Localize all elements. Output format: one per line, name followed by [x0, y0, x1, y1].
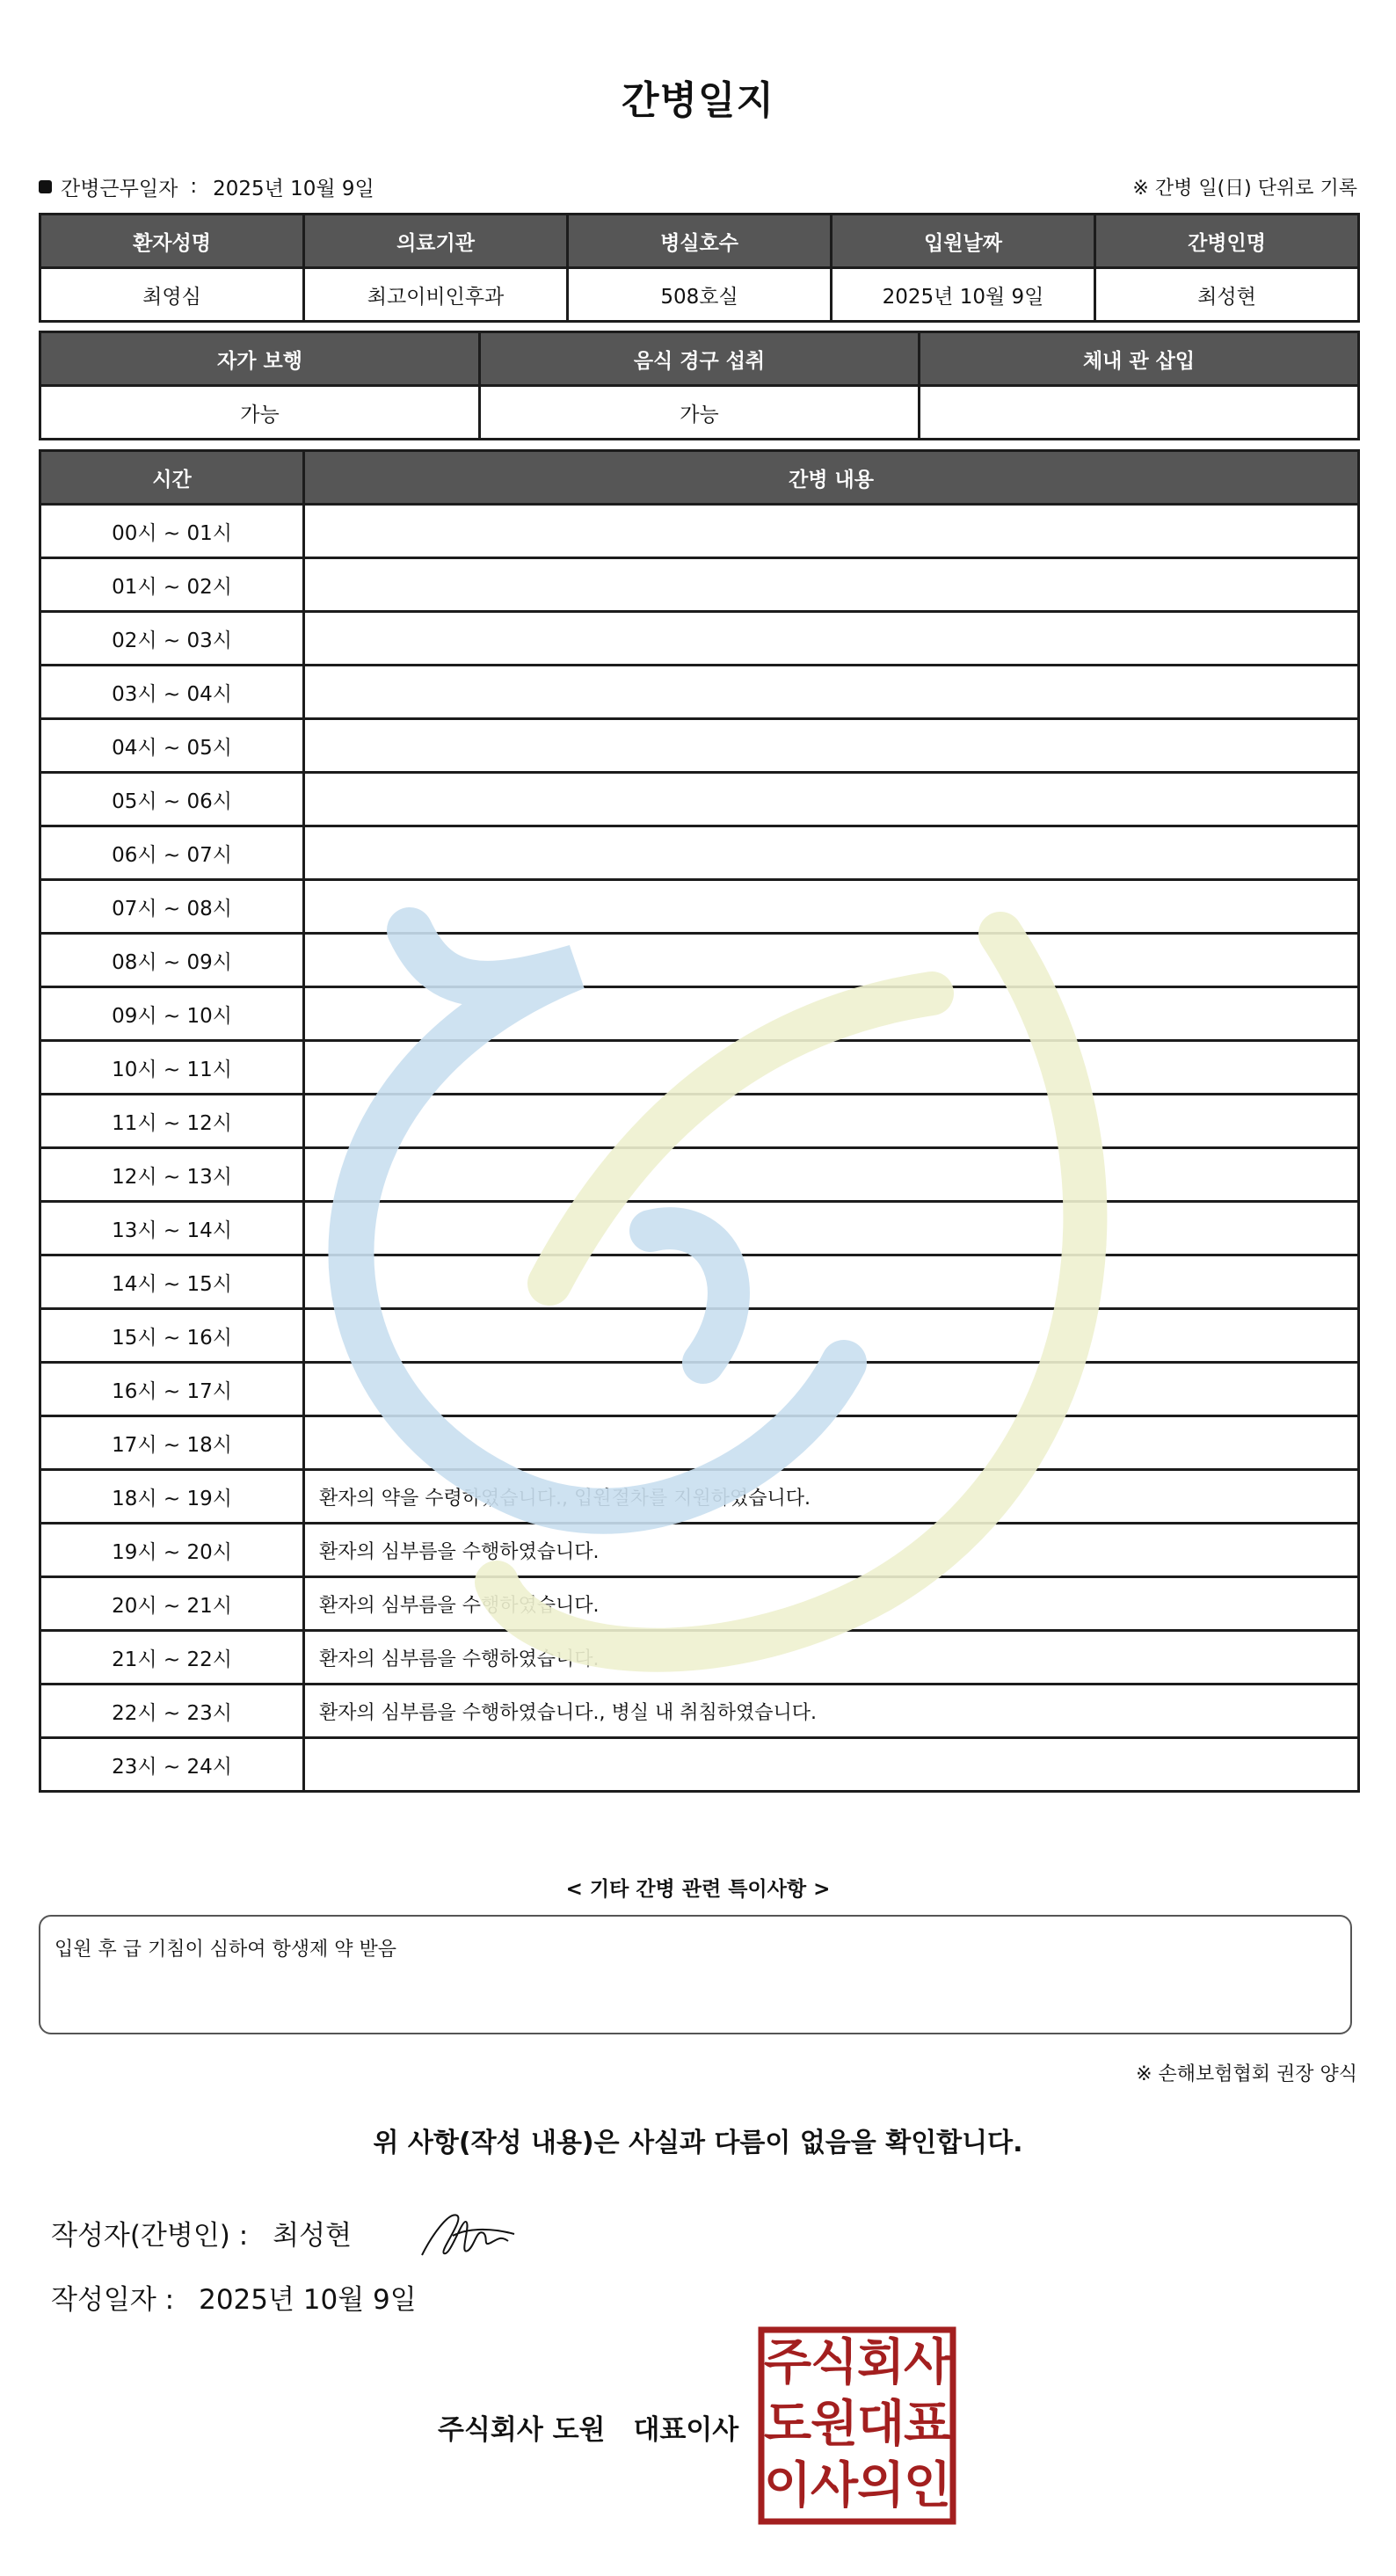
seal-char: 식: [810, 2334, 859, 2391]
care-content-cell: [304, 1255, 1359, 1309]
time-slot-cell: 12시 ~ 13시: [40, 1148, 304, 1202]
care-content-cell: [304, 1416, 1359, 1470]
written-date-label: 작성일자 :: [51, 2284, 175, 2316]
care-content-cell: [304, 666, 1359, 719]
seal-char: 주: [763, 2334, 812, 2391]
patient-info-value-row: [40, 268, 1359, 322]
writer-label: 작성자(간병인) :: [51, 2220, 249, 2252]
confirmation-statement: 위 사항(작성 내용)은 사실과 다름이 없음을 확인합니다.: [373, 2128, 1023, 2158]
header-tube-insertion: 체내 관 삽입: [920, 332, 1359, 386]
care-content-cell: 환자의 약을 수령하였습니다., 입원절차를 지원하였습니다.: [304, 1470, 1359, 1524]
seal-char: 원: [810, 2396, 859, 2453]
care-log-row: [40, 505, 1359, 558]
care-log-row: [40, 987, 1359, 1041]
work-date-separator: :: [190, 175, 198, 198]
time-slot-cell: 18시 ~ 19시: [40, 1470, 304, 1524]
care-content-cell: [304, 558, 1359, 612]
time-slot-cell: 05시 ~ 06시: [40, 773, 304, 826]
written-date-value: 2025년 10월 9일: [199, 2284, 417, 2316]
care-log-header-row: [40, 451, 1359, 505]
company-representative: 대표이사: [633, 2414, 739, 2446]
header-hospital: 의료기관: [304, 215, 568, 268]
seal-char: 표: [903, 2396, 952, 2453]
care-log-row: [40, 773, 1359, 826]
time-slot-cell: 14시 ~ 15시: [40, 1255, 304, 1309]
care-log-body: [40, 505, 1359, 1792]
seal-characters: [764, 2334, 952, 2514]
time-slot-cell: 01시 ~ 02시: [40, 558, 304, 612]
seal-char: 회: [856, 2334, 905, 2391]
care-content-cell: [304, 612, 1359, 666]
seal-char: 사: [810, 2457, 859, 2514]
care-content-cell: 환자의 심부름을 수행하였습니다.: [304, 1631, 1359, 1685]
signature-stroke: [422, 2215, 514, 2255]
company-name: 주식회사 도원: [438, 2414, 606, 2446]
patient-status-value-row: [40, 386, 1359, 440]
care-content-cell: [304, 880, 1359, 934]
time-slot-cell: 03시 ~ 04시: [40, 666, 304, 719]
admission-date-value: 2025년 10월 9일: [832, 268, 1095, 322]
seal-char: 도: [763, 2396, 812, 2453]
written-date-line: [51, 2277, 417, 2317]
care-log-row: [40, 1148, 1359, 1202]
work-date-group: [39, 172, 374, 201]
care-content-cell: [304, 1738, 1359, 1792]
care-log-row: [40, 1202, 1359, 1255]
time-slot-cell: 22시 ~ 23시: [40, 1685, 304, 1738]
tube-insertion-value: [920, 386, 1359, 440]
time-slot-cell: 13시 ~ 14시: [40, 1202, 304, 1255]
care-content-cell: [304, 1363, 1359, 1416]
care-content-cell: 환자의 심부름을 수행하였습니다.: [304, 1524, 1359, 1577]
self-walking-value: 가능: [40, 386, 480, 440]
patient-info-table: [39, 213, 1360, 323]
company-line: [438, 2407, 738, 2447]
hospital-value: 최고이비인후과: [304, 268, 568, 322]
record-unit-note: ※ 간병 일(日) 단위로 기록: [1132, 177, 1357, 200]
header-oral-intake: 음식 경구 섭취: [480, 332, 920, 386]
time-slot-cell: 02시 ~ 03시: [40, 612, 304, 666]
time-slot-cell: 23시 ~ 24시: [40, 1738, 304, 1792]
care-content-cell: [304, 719, 1359, 773]
header-care-content: 간병 내용: [304, 451, 1359, 505]
patient-status-header-row: [40, 332, 1359, 386]
header-time: 시간: [40, 451, 304, 505]
recommended-form-note: ※ 손해보험협회 권장 양식: [1136, 2063, 1357, 2085]
care-log-row: [40, 934, 1359, 987]
care-log-row: [40, 666, 1359, 719]
care-content-cell: [304, 826, 1359, 880]
care-log-table: [39, 449, 1360, 1793]
writer-line: [51, 2213, 352, 2252]
square-bullet-icon: [39, 180, 52, 193]
care-content-cell: [304, 505, 1359, 558]
special-notes-box: [39, 1915, 1352, 2034]
time-slot-cell: 17시 ~ 18시: [40, 1416, 304, 1470]
care-log-row: [40, 1095, 1359, 1148]
care-log-row: [40, 1524, 1359, 1577]
care-content-cell: [304, 1309, 1359, 1363]
time-slot-cell: 15시 ~ 16시: [40, 1309, 304, 1363]
room-number-value: 508호실: [568, 268, 832, 322]
special-notes-title: < 기타 간병 관련 특이사항 >: [565, 1878, 831, 1901]
care-content-cell: [304, 987, 1359, 1041]
time-slot-cell: 06시 ~ 07시: [40, 826, 304, 880]
header-self-walking: 자가 보행: [40, 332, 480, 386]
time-slot-cell: 10시 ~ 11시: [40, 1041, 304, 1095]
care-log-row: [40, 1738, 1359, 1792]
care-log-row: [40, 1470, 1359, 1524]
care-log-row: [40, 826, 1359, 880]
time-slot-cell: 20시 ~ 21시: [40, 1577, 304, 1631]
company-seal-stamp: [758, 2326, 956, 2525]
document-title: 간병일지: [621, 78, 774, 123]
time-slot-cell: 09시 ~ 10시: [40, 987, 304, 1041]
care-log-row: [40, 1363, 1359, 1416]
care-content-cell: [304, 1095, 1359, 1148]
seal-char: 인: [903, 2457, 952, 2514]
care-log-row: [40, 612, 1359, 666]
time-slot-cell: 04시 ~ 05시: [40, 719, 304, 773]
caregiver-name-value: 최성현: [1095, 268, 1359, 322]
time-slot-cell: 00시 ~ 01시: [40, 505, 304, 558]
care-log-row: [40, 1255, 1359, 1309]
patient-name-value: 최영심: [40, 268, 304, 322]
care-content-cell: [304, 1148, 1359, 1202]
care-content-cell: [304, 773, 1359, 826]
care-content-cell: [304, 1202, 1359, 1255]
work-date-label: 간병근무일자: [61, 177, 178, 200]
care-log-row: [40, 1631, 1359, 1685]
seal-char: 의: [856, 2457, 905, 2514]
seal-char: 이: [763, 2457, 812, 2514]
patient-status-table: [39, 331, 1360, 440]
header-room-number: 병실호수: [568, 215, 832, 268]
time-slot-cell: 08시 ~ 09시: [40, 934, 304, 987]
care-log-row: [40, 1309, 1359, 1363]
time-slot-cell: 19시 ~ 20시: [40, 1524, 304, 1577]
signature-icon: [413, 2202, 519, 2264]
care-content-cell: 환자의 심부름을 수행하였습니다.: [304, 1577, 1359, 1631]
time-slot-cell: 16시 ~ 17시: [40, 1363, 304, 1416]
care-log-row: [40, 1577, 1359, 1631]
care-log-row: [40, 1685, 1359, 1738]
time-slot-cell: 11시 ~ 12시: [40, 1095, 304, 1148]
care-log-row: [40, 1416, 1359, 1470]
patient-info-header-row: [40, 215, 1359, 268]
meta-row: [39, 169, 1357, 204]
care-log-row: [40, 558, 1359, 612]
work-date-value: 2025년 10월 9일: [213, 177, 374, 200]
care-log-row: [40, 1041, 1359, 1095]
writer-name: 최성현: [273, 2220, 353, 2252]
special-notes-text: 입원 후 급 기침이 심하여 항생제 약 받음: [55, 1939, 396, 1961]
header-admission-date: 입원날짜: [832, 215, 1095, 268]
time-slot-cell: 21시 ~ 22시: [40, 1631, 304, 1685]
care-content-cell: [304, 1041, 1359, 1095]
care-content-cell: 환자의 심부름을 수행하였습니다., 병실 내 취침하였습니다.: [304, 1685, 1359, 1738]
time-slot-cell: 07시 ~ 08시: [40, 880, 304, 934]
seal-char: 대: [856, 2396, 905, 2453]
seal-char: 사: [903, 2334, 952, 2391]
care-log-row: [40, 719, 1359, 773]
header-patient-name: 환자성명: [40, 215, 304, 268]
care-content-cell: [304, 934, 1359, 987]
header-caregiver-name: 간병인명: [1095, 215, 1359, 268]
care-log-row: [40, 880, 1359, 934]
oral-intake-value: 가능: [480, 386, 920, 440]
